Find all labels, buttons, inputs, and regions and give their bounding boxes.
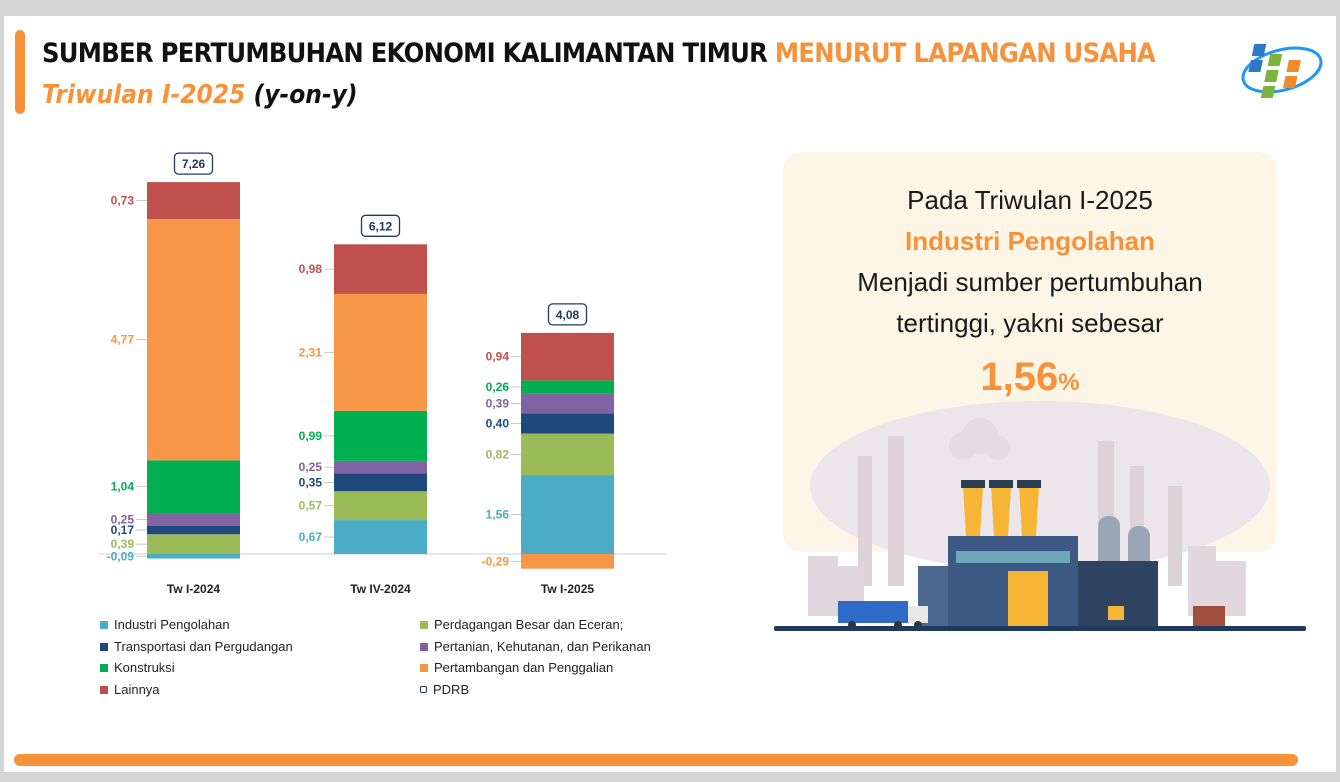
legend-swatch: [420, 621, 428, 629]
data-label: 2,31: [298, 345, 322, 360]
legend-item: [420, 639, 651, 654]
data-label: 0,94: [485, 349, 509, 364]
legend-item: [420, 682, 469, 697]
total-label: 7,26: [181, 157, 206, 172]
bar-segment: [521, 333, 614, 381]
bar-segment: [334, 474, 427, 492]
data-label: 0,99: [298, 428, 322, 443]
bar-segment: [521, 554, 614, 569]
bar-segment: [334, 520, 427, 554]
bar-segment: [334, 461, 427, 474]
legend-swatch: [100, 621, 108, 629]
legend-item: [420, 617, 623, 632]
bar-segment: [521, 434, 614, 475]
bar-segment: [147, 513, 240, 526]
legend-item: [100, 617, 230, 632]
data-label: 0,73: [110, 193, 134, 208]
legend-swatch: [100, 643, 108, 651]
data-label: 0,39: [485, 396, 509, 411]
legend-swatch: [100, 686, 108, 694]
data-label: 1,56: [485, 507, 509, 522]
bar-segment: [147, 219, 240, 460]
data-label: -0,29: [481, 554, 509, 569]
legend-label: Transportasi dan Pergudangan: [114, 639, 293, 654]
total-label: 6,12: [368, 219, 393, 234]
x-tick-label: Tw IV-2024: [350, 582, 411, 596]
data-label: 0,25: [110, 512, 134, 527]
info-line1: Pada Triwulan I-2025: [907, 185, 1153, 215]
data-label: 0,98: [298, 262, 322, 277]
legend-label: Perdagangan Besar dan Eceran;: [434, 617, 624, 632]
data-label: 0,40: [485, 416, 509, 431]
data-label: 0,67: [298, 530, 322, 545]
bar-segment: [521, 380, 614, 393]
subtitle-suffix: (y-on-y): [253, 80, 358, 110]
info-line4: tertinggi, yakni sebesar: [896, 308, 1164, 338]
info-value-number: 1,56: [980, 355, 1059, 399]
bar-segment: [147, 526, 240, 535]
x-tick-label: Tw I-2025: [540, 582, 595, 596]
factory-illustration: [768, 396, 1313, 641]
legend-item: [420, 660, 613, 675]
legend-swatch: [420, 664, 428, 672]
title-highlight: MENURUT LAPANGAN USAHA: [774, 38, 1156, 69]
legend-item: [100, 639, 293, 654]
bar-segment: [334, 294, 427, 411]
data-label: -0,09: [106, 549, 134, 564]
slide: [4, 16, 1336, 772]
data-label: 0,26: [485, 380, 509, 395]
info-text: [783, 180, 1277, 416]
legend-label: Pertambangan dan Penggalian: [434, 660, 614, 675]
legend-label: PDRB: [433, 682, 470, 697]
info-value-unit: %: [1058, 369, 1080, 396]
bar-segment: [521, 475, 614, 554]
data-label: 0,25: [298, 460, 322, 475]
legend-swatch: [100, 664, 108, 672]
legend-item: [100, 682, 160, 697]
bar-segment: [334, 491, 427, 520]
data-label: 0,17: [110, 522, 134, 537]
bar-segment: [147, 182, 240, 219]
bar-segment: [147, 534, 240, 554]
bottom-accent-bar: [14, 754, 1298, 766]
total-label: 4,08: [555, 307, 580, 322]
bar-segment: [147, 554, 240, 559]
legend-item: [100, 660, 175, 675]
data-label: 4,77: [110, 332, 134, 347]
x-tick-label: Tw I-2024: [166, 582, 221, 596]
legend-swatch: [420, 643, 428, 651]
bar-segment: [334, 244, 427, 294]
bar-segment: [334, 411, 427, 461]
data-label: 0,39: [110, 537, 134, 552]
data-label: 0,35: [298, 475, 322, 490]
info-highlight: Industri Pengolahan: [905, 226, 1155, 256]
legend-label: Pertanian, Kehutanan, dan Perikanan: [434, 639, 651, 654]
legend-swatch: [420, 686, 427, 693]
stacked-bar-chart: [4, 16, 704, 616]
legend-label: Lainnya: [114, 682, 160, 697]
data-label: 0,57: [298, 498, 322, 513]
data-label: 0,82: [485, 447, 509, 462]
info-line3: Menjadi sumber pertumbuhan: [857, 267, 1203, 297]
bar-segment: [521, 394, 614, 414]
data-label: 1,04: [110, 479, 134, 494]
bar-segment: [521, 413, 614, 433]
legend-label: Konstruksi: [114, 660, 175, 675]
title-main: SUMBER PERTUMBUHAN EKONOMI KALIMANTAN TIMUR: [42, 38, 768, 69]
bar-segment: [147, 460, 240, 513]
legend-label: Industri Pengolahan: [114, 617, 230, 632]
bps-logo-icon: [1238, 36, 1324, 106]
subtitle-period: Triwulan I-2025: [42, 80, 246, 110]
